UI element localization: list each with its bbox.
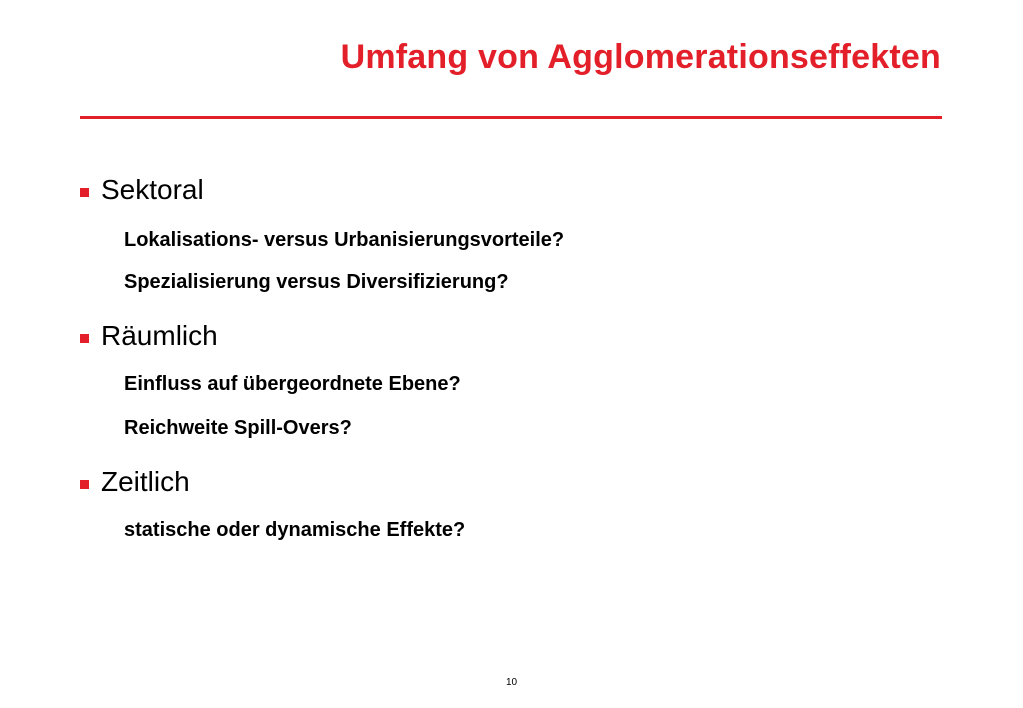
bullet-square-icon xyxy=(80,188,89,197)
section-heading-row xyxy=(80,172,204,208)
section-sektoral xyxy=(80,172,204,208)
section-raeumlich xyxy=(80,318,218,354)
section-heading: Zeitlich xyxy=(101,466,190,497)
bullet-square-icon xyxy=(80,480,89,489)
page-number: 10 xyxy=(505,677,518,688)
section-heading: Sektoral xyxy=(101,174,204,205)
list-item: Spezialisierung versus Diversifizierung? xyxy=(124,271,509,293)
title-underline xyxy=(80,116,942,119)
list-item: statische oder dynamische Effekte? xyxy=(124,519,466,541)
list-item: Reichweite Spill-Overs? xyxy=(124,417,352,439)
section-heading-row xyxy=(80,464,190,500)
section-heading: Räumlich xyxy=(101,320,218,351)
section-zeitlich xyxy=(80,464,190,500)
slide-title: Umfang von Agglomerationseffekten xyxy=(340,38,941,76)
list-item: Lokalisations- versus Urbanisierungsvorteile? xyxy=(124,229,565,251)
section-heading-row xyxy=(80,318,218,354)
list-item: Einfluss auf übergeordnete Ebene? xyxy=(124,373,461,395)
bullet-square-icon xyxy=(80,334,89,343)
